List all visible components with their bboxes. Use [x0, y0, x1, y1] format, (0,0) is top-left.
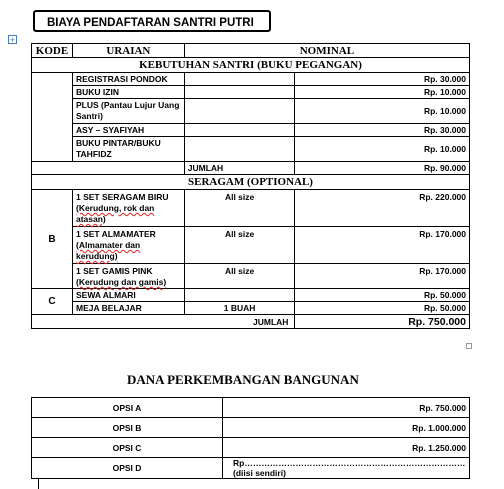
table-row [32, 458, 470, 479]
table-row [32, 99, 470, 124]
option-value: Rp. 1.250.000 [223, 438, 470, 458]
dana-options-table [31, 397, 470, 479]
header-kode: KODE [32, 44, 73, 58]
grand-total-value: Rp. 750.000 [295, 315, 470, 329]
grand-total-row [32, 315, 470, 329]
option-label: OPSI B [32, 418, 223, 438]
item-name: 1 SET ALMAMATER [75, 229, 156, 239]
table-header-row [32, 44, 470, 58]
item-price: Rp. 220.000 [295, 190, 470, 227]
item-size: All size [184, 264, 295, 289]
item-name: MEJA BELAJAR [72, 302, 184, 315]
item-qty [184, 289, 295, 302]
item-price: Rp. 170.000 [295, 227, 470, 264]
section-a-kode [32, 73, 73, 162]
table-move-handle-icon[interactable]: + [9, 35, 16, 45]
dana-title: DANA PERKEMBANGAN BANGUNAN [127, 372, 359, 387]
subtotal-label: JUMLAH [184, 162, 295, 175]
header-nominal: NOMINAL [184, 44, 469, 58]
section-b-kode: B [32, 190, 73, 289]
section-c-kode: C [32, 289, 73, 315]
item-price: Rp. 30.000 [295, 73, 470, 86]
table-row [32, 124, 470, 137]
header-uraian: URAIAN [72, 44, 184, 58]
item-price: Rp. 50.000 [295, 302, 470, 315]
item-name: PLUS (Pantau Lujur Uang Santri) [72, 99, 184, 124]
option-value: Rp……………………………………………………………………(diisi sendiri) [223, 458, 470, 479]
text-cursor [38, 479, 39, 489]
item-qty: 1 BUAH [184, 302, 295, 315]
item-size: All size [184, 227, 295, 264]
item-detail: (Kerudung dan gamis) [75, 277, 167, 287]
table-row [32, 227, 470, 264]
subtotal-value: Rp. 90.000 [295, 162, 470, 175]
item-name: SEWA ALMARI [72, 289, 184, 302]
document-title: BIAYA PENDAFTARAN SANTRI PUTRI [33, 10, 271, 32]
option-label: OPSI C [32, 438, 223, 458]
subtotal-row [32, 162, 470, 175]
item-price: Rp. 30.000 [295, 124, 470, 137]
fee-table [31, 43, 470, 329]
table-row [32, 190, 470, 227]
item-name: 1 SET SERAGAM BIRU [75, 192, 169, 202]
item-price: Rp. 50.000 [295, 289, 470, 302]
item-name: ASY – SYAFIYAH [72, 124, 184, 137]
item-name: BUKU PINTAR/BUKU TAHFIDZ [72, 137, 184, 162]
option-label: OPSI A [32, 398, 223, 418]
section-b-title: SERAGAM (OPTIONAL) [32, 175, 470, 190]
table-row [32, 289, 470, 302]
item-detail: (Almamater dan kerudung) [75, 240, 141, 261]
item-price: Rp. 10.000 [295, 99, 470, 124]
item-name: 1 SET GAMIS PINK [75, 266, 153, 276]
grand-total-label: JUMLAH [32, 315, 295, 329]
item-price: Rp. 10.000 [295, 86, 470, 99]
option-value: Rp. 750.000 [223, 398, 470, 418]
item-price: Rp. 170.000 [295, 264, 470, 289]
item-price: Rp. 10.000 [295, 137, 470, 162]
table-row [32, 398, 470, 418]
table-resize-handle[interactable] [466, 343, 472, 349]
table-row [32, 302, 470, 315]
item-cell [72, 190, 184, 227]
section-a-title: KEBUTUHAN SANTRI (BUKU PEGANGAN) [32, 58, 470, 73]
table-row [32, 73, 470, 86]
table-row [32, 438, 470, 458]
item-cell [72, 264, 184, 289]
option-value: Rp. 1.000.000 [223, 418, 470, 438]
item-name: BUKU IZIN [72, 86, 184, 99]
item-cell [72, 227, 184, 264]
table-row [32, 264, 470, 289]
table-row [32, 86, 470, 99]
item-detail: (Kerudung, rok dan atasan) [75, 203, 155, 224]
option-label: OPSI D [32, 458, 223, 479]
item-name: REGISTRASI PONDOK [72, 73, 184, 86]
table-row [32, 137, 470, 162]
item-size: All size [184, 190, 295, 227]
table-row [32, 418, 470, 438]
